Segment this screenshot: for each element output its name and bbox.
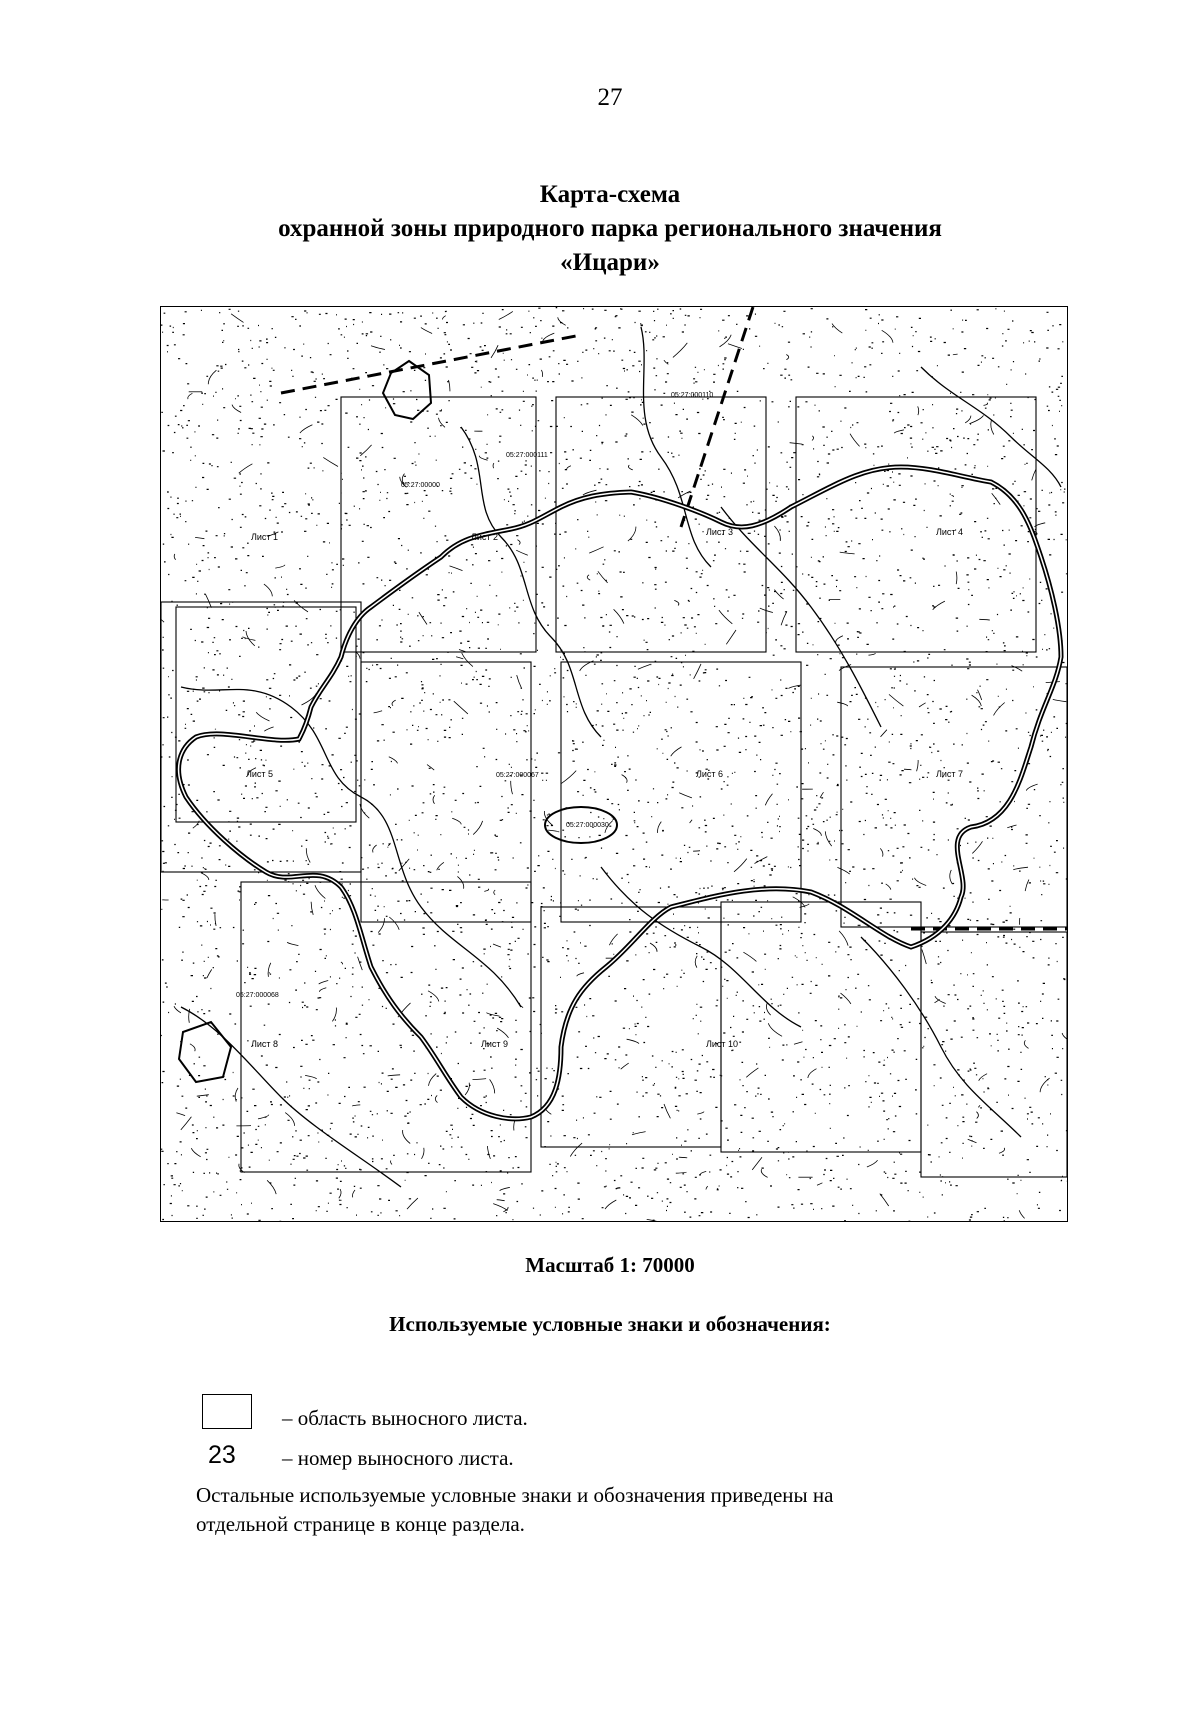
terrain-stroke	[976, 1112, 978, 1119]
sheet-label: Лист 9	[481, 1039, 509, 1049]
terrain-stroke	[886, 884, 891, 890]
terrain-stroke	[1025, 880, 1029, 892]
terrain-stroke	[239, 464, 253, 473]
terrain-stroke	[450, 566, 463, 571]
terrain-stroke	[548, 830, 559, 832]
terrain-stroke	[817, 1183, 822, 1186]
terrain-stroke	[264, 584, 272, 596]
terrain-stroke	[499, 311, 513, 319]
western-parcel	[179, 1022, 231, 1082]
terrain-stroke	[598, 571, 608, 583]
terrain-stroke	[781, 611, 787, 625]
sheet-label: Лист 1	[251, 532, 279, 542]
terrain-stroke	[473, 1079, 487, 1080]
terrain-stroke	[674, 600, 679, 605]
terrain-stroke	[473, 821, 482, 835]
terrain-stroke	[840, 552, 855, 554]
terrain-stroke	[919, 703, 926, 707]
terrain-stroke	[353, 1190, 355, 1197]
terrain-stroke	[994, 703, 1005, 716]
terrain-stroke	[437, 862, 444, 870]
terrain-stroke	[825, 831, 831, 846]
terrain-stroke	[465, 1083, 469, 1095]
legend-note	[196, 1481, 1016, 1539]
terrain-stroke	[433, 795, 435, 804]
sheet-area	[796, 397, 1036, 652]
terrain-stroke	[391, 1161, 392, 1165]
terrain-stroke	[953, 354, 957, 355]
terrain-stroke	[786, 355, 788, 360]
terrain-stroke	[205, 594, 211, 608]
terrain-stroke	[487, 1146, 490, 1159]
sheet-area	[176, 607, 356, 822]
terrain-stroke	[794, 1042, 803, 1045]
terrain-stroke	[734, 859, 747, 872]
legend-item-sheet-area: – область выносного листа.	[282, 1406, 528, 1430]
sheet-area	[561, 662, 801, 922]
terrain-stroke	[442, 316, 445, 320]
terrain-stroke	[462, 653, 473, 667]
terrain-stroke	[1019, 1210, 1024, 1218]
terrain-stroke	[658, 822, 662, 833]
terrain-stroke	[915, 878, 927, 886]
terrain-stroke	[587, 575, 590, 580]
map-canvas	[161, 307, 1067, 1221]
terrain-stroke	[174, 554, 175, 560]
terrain-stroke	[511, 781, 513, 794]
title-line-2: охранной зоны природного парка регионального значения	[278, 215, 942, 242]
terrain-stroke	[671, 747, 682, 756]
terrain-stroke	[517, 540, 520, 545]
terrain-stroke	[561, 771, 576, 784]
terrain-stroke	[407, 1198, 418, 1209]
terrain-stroke	[999, 1148, 1005, 1153]
terrain-stroke	[719, 610, 732, 624]
terrain-stroke	[647, 1219, 658, 1221]
terrain-stroke	[679, 793, 692, 798]
terrain-stroke	[631, 415, 643, 426]
terrain-stroke	[264, 727, 273, 731]
terrain-stroke	[305, 1075, 317, 1078]
sheet-label: Лист 8	[251, 1039, 279, 1049]
sheet-label: Лист 7	[936, 769, 964, 779]
terrain-stroke	[323, 457, 338, 466]
terrain-stroke	[419, 612, 427, 624]
terrain-stroke	[517, 675, 522, 689]
sheet-area	[241, 882, 531, 1172]
terrain-stroke	[808, 1069, 817, 1078]
terrain-stroke	[258, 1115, 269, 1119]
terrain-stroke	[378, 918, 384, 932]
terrain-stroke	[820, 792, 823, 798]
legend-item-sheet-number: – номер выносного листа.	[282, 1446, 514, 1470]
sheet-label: Лист 5	[246, 769, 274, 779]
cadastral-label: 05:27:000110	[671, 392, 714, 399]
terrain-stroke	[894, 430, 904, 433]
terrain-stroke	[374, 711, 383, 713]
terrain-stroke	[695, 956, 697, 968]
terrain-stroke	[697, 1112, 704, 1115]
title-line-1: Карта-схема	[539, 181, 681, 208]
cadastral-label: 05:27:000067	[496, 772, 539, 779]
terrain-stroke	[812, 436, 814, 441]
terrain-stroke	[267, 1180, 276, 1194]
terrain-stroke	[484, 889, 488, 892]
terrain-stroke	[881, 730, 887, 737]
terrain-stroke	[700, 1171, 706, 1174]
terrain-stroke	[181, 1117, 192, 1130]
box-icon	[202, 1394, 252, 1429]
terrain-stroke	[694, 664, 701, 679]
terrain-stroke	[850, 434, 860, 447]
terrain-stroke	[497, 1200, 505, 1201]
terrain-stroke	[950, 870, 953, 884]
dashed-boundary-north	[281, 335, 581, 393]
terrain-stroke	[1032, 469, 1036, 480]
terrain-stroke	[475, 361, 477, 362]
terrain-stroke	[832, 324, 842, 334]
terrain-stroke	[352, 1105, 360, 1106]
legend-sheet-number-symbol: 23	[208, 1441, 236, 1469]
terrain-stroke	[490, 1079, 495, 1093]
terrain-stroke	[452, 818, 461, 824]
map-scale: Масштаб 1: 70000	[525, 1253, 695, 1277]
terrain-stroke	[752, 1157, 762, 1170]
terrain-stroke	[882, 330, 893, 342]
terrain-stroke	[638, 665, 650, 670]
terrain-stroke	[500, 1187, 510, 1190]
terrain-stroke	[339, 1189, 341, 1198]
terrain-stroke	[332, 1008, 336, 1022]
terrain-stroke	[956, 572, 957, 585]
terrain-stroke	[918, 406, 919, 415]
terrain-stroke	[577, 973, 584, 976]
title-line-3: «Ицари»	[560, 249, 660, 276]
terrain-stroke	[867, 1160, 878, 1167]
sheet-label: Лист 4	[936, 527, 964, 537]
terrain-stroke	[726, 630, 736, 644]
cadastral-label: 05:27:000111	[506, 452, 548, 459]
terrain-stroke	[435, 1095, 437, 1102]
terrain-stroke	[567, 466, 571, 469]
terrain-stroke	[497, 1028, 508, 1038]
terrain-stroke	[493, 944, 501, 947]
terrain-stroke	[1013, 867, 1028, 870]
terrain-stroke	[389, 917, 399, 930]
northern-parcel	[383, 361, 431, 419]
terrain-stroke	[371, 346, 385, 350]
terrain-stroke	[979, 1105, 980, 1107]
terrain-stroke	[319, 988, 326, 992]
page-number: 27	[597, 84, 623, 111]
terrain-stroke	[969, 415, 983, 423]
terrain-stroke	[673, 343, 687, 358]
terrain-stroke	[1026, 784, 1037, 791]
terrain-stroke	[207, 969, 212, 978]
terrain-stroke	[493, 1204, 507, 1211]
terrain-stroke	[439, 418, 446, 428]
terrain-stroke	[972, 841, 982, 853]
terrain-stroke	[392, 700, 396, 706]
terrain-stroke	[403, 1130, 411, 1144]
terrain-stroke	[479, 456, 487, 461]
terrain-stroke	[813, 829, 821, 836]
legend-heading: Используемые условные знаки и обозначения:	[389, 1312, 831, 1336]
terrain-stroke	[869, 653, 876, 655]
river	[641, 327, 714, 567]
terrain-stroke	[839, 931, 848, 946]
terrain-stroke	[491, 345, 498, 358]
terrain-stroke	[456, 657, 463, 659]
terrain-stroke	[690, 820, 693, 823]
legend-note-line-2: отдельной странице в конце раздела.	[196, 1512, 525, 1536]
sheet-area	[921, 932, 1067, 1177]
terrain-stroke	[454, 701, 468, 714]
terrain-stroke	[208, 370, 216, 384]
sheet-area	[841, 667, 1067, 927]
terrain-stroke	[315, 885, 325, 898]
terrain-stroke	[459, 650, 465, 652]
terrain-stroke	[978, 690, 982, 700]
terrain-stroke	[605, 1200, 616, 1209]
rivers-layer	[181, 327, 1061, 1187]
terrain-stroke	[768, 1023, 782, 1036]
terrain-stroke	[609, 934, 617, 945]
terrain-stroke	[373, 845, 377, 853]
terrain-stroke	[360, 445, 371, 456]
terrain-stroke	[486, 1013, 499, 1016]
cadastral-label: 05:27:000030	[566, 822, 609, 829]
terrain-stroke	[1062, 1033, 1067, 1042]
terrain-stroke	[965, 416, 971, 423]
protection-zone-boundary	[179, 467, 1061, 1119]
terrain-stroke	[300, 425, 313, 433]
terrain-stroke	[287, 942, 298, 945]
sheet-grid	[161, 397, 1067, 1177]
terrain-stroke	[195, 537, 204, 538]
terrain-stroke	[728, 344, 742, 349]
terrain-stroke	[428, 991, 439, 1002]
terrain-stroke	[422, 1148, 425, 1159]
terrain-stroke	[174, 1006, 181, 1013]
terrain-stroke	[516, 550, 528, 555]
terrain-stroke	[622, 775, 627, 783]
terrain-stroke	[917, 760, 919, 771]
terrain-stroke	[589, 547, 603, 553]
terrain-stroke	[311, 902, 313, 915]
terrain-stroke	[341, 962, 343, 964]
terrain-stroke	[679, 1157, 687, 1158]
terrain-stroke	[935, 996, 946, 1003]
sheet-area	[361, 662, 531, 922]
terrain-stroke	[541, 370, 542, 377]
terrain-stroke	[664, 1104, 670, 1118]
terrain-stroke	[979, 619, 990, 620]
terrain-stroke	[285, 1113, 294, 1126]
legend-note-line-1: Остальные используемые условные знаки и обозначения приведены на	[196, 1483, 834, 1507]
terrain-stroke	[984, 403, 988, 406]
terrain-stroke	[306, 848, 310, 862]
terrain-stroke	[933, 601, 945, 610]
terrain-stroke	[922, 950, 926, 965]
terrain-stroke	[746, 1068, 758, 1077]
dashed-boundary-ne	[681, 307, 753, 527]
terrain-stroke	[676, 1172, 687, 1173]
terrain-stroke	[358, 957, 363, 970]
terrain-stroke	[904, 769, 911, 770]
terrain-stroke	[319, 981, 329, 985]
terrain-stroke	[836, 636, 843, 643]
terrain-stroke	[389, 757, 398, 764]
terrain-stroke	[765, 794, 772, 806]
terrain-stroke	[429, 1074, 437, 1086]
terrain-stroke	[493, 463, 494, 468]
terrain-stroke	[706, 1186, 708, 1189]
terrain-stroke	[1053, 699, 1067, 701]
terrain-stroke	[880, 848, 883, 856]
terrain-stroke	[952, 495, 954, 497]
terrain-stroke	[231, 314, 243, 323]
terrain-stroke	[621, 1063, 629, 1069]
map-labels	[236, 392, 963, 1049]
terrain-stroke	[972, 695, 982, 706]
terrain-stroke	[191, 1148, 200, 1157]
terrain-stroke	[614, 609, 624, 623]
terrain-stroke	[627, 1039, 639, 1043]
terrain-stroke	[201, 873, 209, 880]
terrain-stroke	[558, 317, 566, 325]
map-schema	[160, 306, 1068, 1222]
terrain-stroke	[889, 694, 903, 706]
sheet-label: Лист 3	[706, 527, 734, 537]
terrain-stroke	[1024, 1040, 1028, 1048]
terrain-stroke	[632, 1132, 646, 1135]
terrain-stroke	[570, 1143, 582, 1156]
terrain-stroke	[743, 952, 756, 961]
terrain-stroke	[494, 890, 495, 895]
river	[861, 937, 1021, 1137]
terrain-stroke	[256, 712, 269, 721]
terrain-stroke	[388, 1075, 400, 1076]
terrain-stroke	[837, 702, 848, 706]
terrain-stroke	[837, 867, 849, 874]
sheet-label: Лист 10	[706, 1039, 739, 1049]
cadastral-label: 05:27:00000	[401, 482, 440, 489]
terrain-stroke	[693, 851, 700, 852]
terrain-stroke	[761, 1169, 767, 1177]
terrain-stroke	[190, 1044, 195, 1051]
sheet-label: Лист 6	[696, 769, 724, 779]
page-title	[0, 178, 1200, 280]
terrain-speckle	[161, 307, 1067, 1221]
river	[181, 1007, 401, 1187]
terrain-stroke	[457, 876, 463, 888]
terrain-texture	[161, 307, 1067, 1221]
terrain-stroke	[650, 943, 657, 952]
terrain-stroke	[421, 328, 432, 334]
terrain-stroke	[628, 465, 632, 470]
sheet-label: Лист 2	[471, 532, 499, 542]
terrain-stroke	[774, 526, 780, 541]
terrain-stroke	[979, 1074, 987, 1081]
terrain-stroke	[176, 1113, 185, 1116]
cadastral-label: 05:27:000068	[236, 992, 279, 999]
protection-zone-boundary-inner	[179, 467, 1061, 1119]
terrain-stroke	[188, 393, 193, 399]
terrain-stroke	[427, 765, 434, 771]
terrain-stroke	[275, 565, 285, 568]
